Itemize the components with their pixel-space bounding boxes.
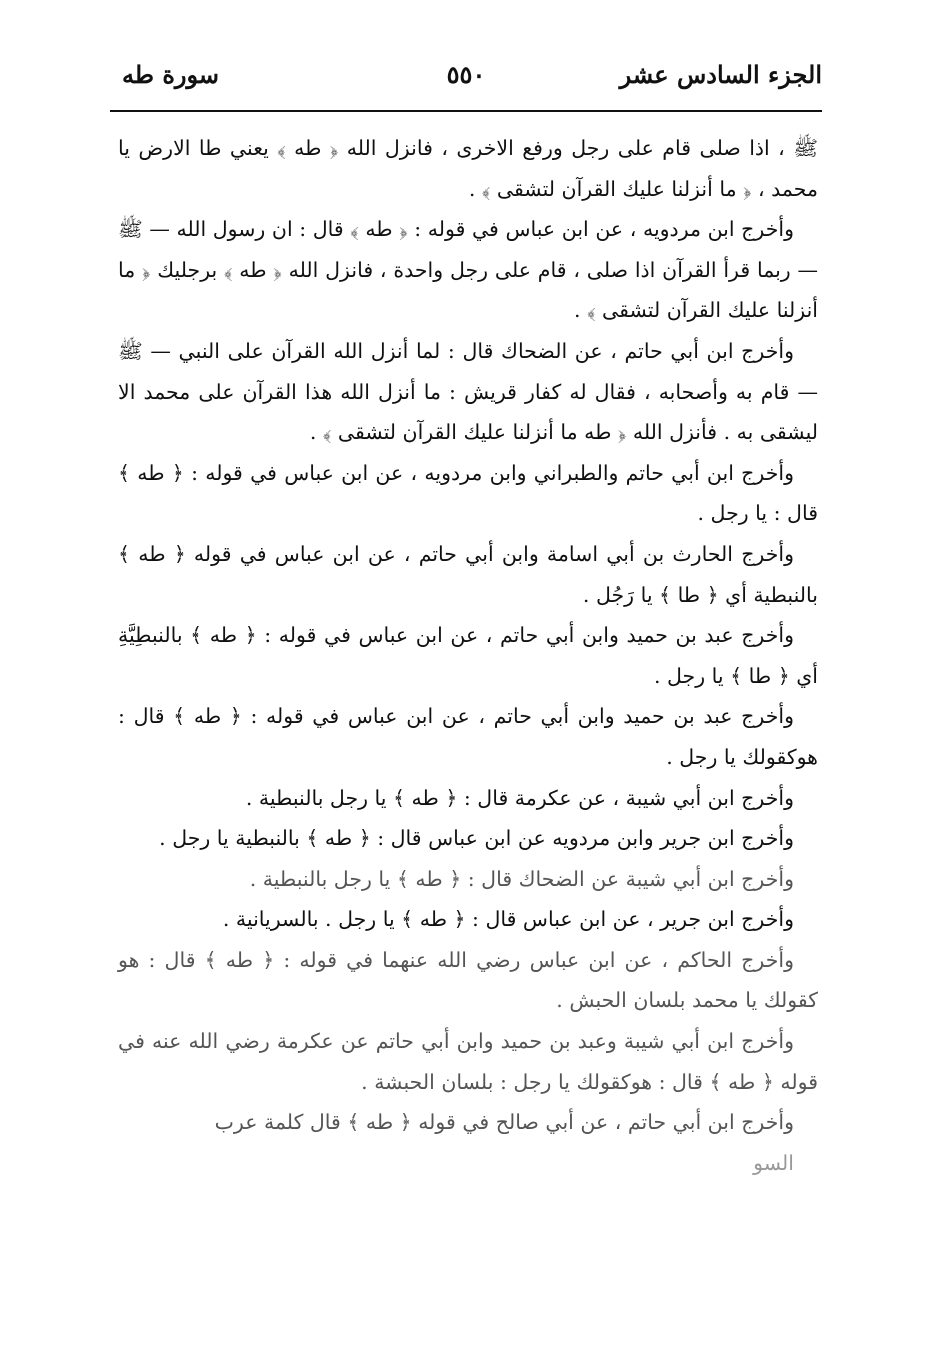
running-header [110,52,822,102]
paragraph: وأخرج ابن مردويه ، عن ابن عباس في قوله : ﴿ طه ﴾ قال : ان رسول الله — ﷺ — ربما قرأ القرآن اذا صلى ، قام على رجل واحدة ، فانزل الله ﴿ طه ﴾ برجليك ﴿ ما أنزلنا عليك القرآن لتشقى ﴾ . [118,217,818,323]
header-divider [110,110,822,112]
paragraph: وأخرج ابن أبي شيبة ، عن عكرمة قال : ﴿ طه ﴾ يا رجل بالنبطية . [245,785,794,810]
paragraph: وأخرج الحاكم ، عن ابن عباس رضي الله عنهما في قوله : ﴿ طه ﴾ قال : هو كقولك يا محمد بلسان الحبش . [118,947,818,1013]
paragraph: وأخرج ابن أبي حاتم ، عن الضحاك قال : لما أنزل الله القرآن على النبي — ﷺ — قام به وأصحابه ، فقال له كفار قريش : ما أنزل الله هذا القرآن على محمد الا ليشقى به . فأنزل الله ﴿ طه ما أنزلنا عليك القرآن لتشقى ﴾ . [118,338,818,445]
paragraph: وأخرج عبد بن حميد وابن أبي حاتم ، عن ابن عباس في قوله : ﴿ طه ﴾ بالنبطِيَّةِ أي ﴿ طا ﴾ يا رجل . [118,623,818,688]
paragraph: وأخرج ابن أبي شيبة عن الضحاك قال : ﴿ طه ﴾ يا رجل بالنبطية . [249,866,794,891]
paragraph: وأخرج الحارث بن أبي اسامة وابن أبي حاتم ، عن ابن عباس في قوله ﴿ طه ﴾ بالنبطية أي ﴿ طا ﴾ يا رَجُل . [118,541,818,607]
part-title: الجزء السادس عشر [619,60,822,89]
paragraph: وأخرج ابن جرير وابن مردويه عن ابن عباس قال : ﴿ طه ﴾ بالنبطية يا رجل . [159,826,794,851]
surah-title: سورة طه [122,60,219,89]
paragraph: ﷺ ، اذا صلى قام على رجل ورفع الاخرى ، فانزل الله ﴿ طه ﴾ يعني طا الارض يا محمد ، ﴿ ما أنزلنا عليك القرآن لتشقى ﴾ . [118,136,818,201]
paragraph: وأخرج ابن أبي شيبة وعبد بن حميد وابن أبي حاتم عن عكرمة رضي الله عنه في قوله ﴿ طه ﴾ قال : هوكقولك يا رجل : بلسان الحبشة . [118,1029,818,1094]
paragraph: وأخرج عبد بن حميد وابن أبي حاتم ، عن ابن عباس في قوله : ﴿ طه ﴾ قال : هوكقولك يا رجل . [118,704,818,769]
paragraph: وأخرج ابن جرير ، عن ابن عباس قال : ﴿ طه ﴾ يا رجل . بالسريانية . [222,907,794,932]
paragraph: السو [753,1150,794,1175]
paragraph: وأخرج ابن أبي حاتم والطبراني وابن مردويه ، عن ابن عباس في قوله : ﴿ طه ﴾ قال : يا رجل . [118,460,818,526]
body-text [118,128,818,1183]
page-number: ٥٥٠ [446,60,486,89]
paragraph: وأخرج ابن أبي حاتم ، عن أبي صالح في قوله ﴿ طه ﴾ قال كلمة عرب [214,1110,794,1135]
